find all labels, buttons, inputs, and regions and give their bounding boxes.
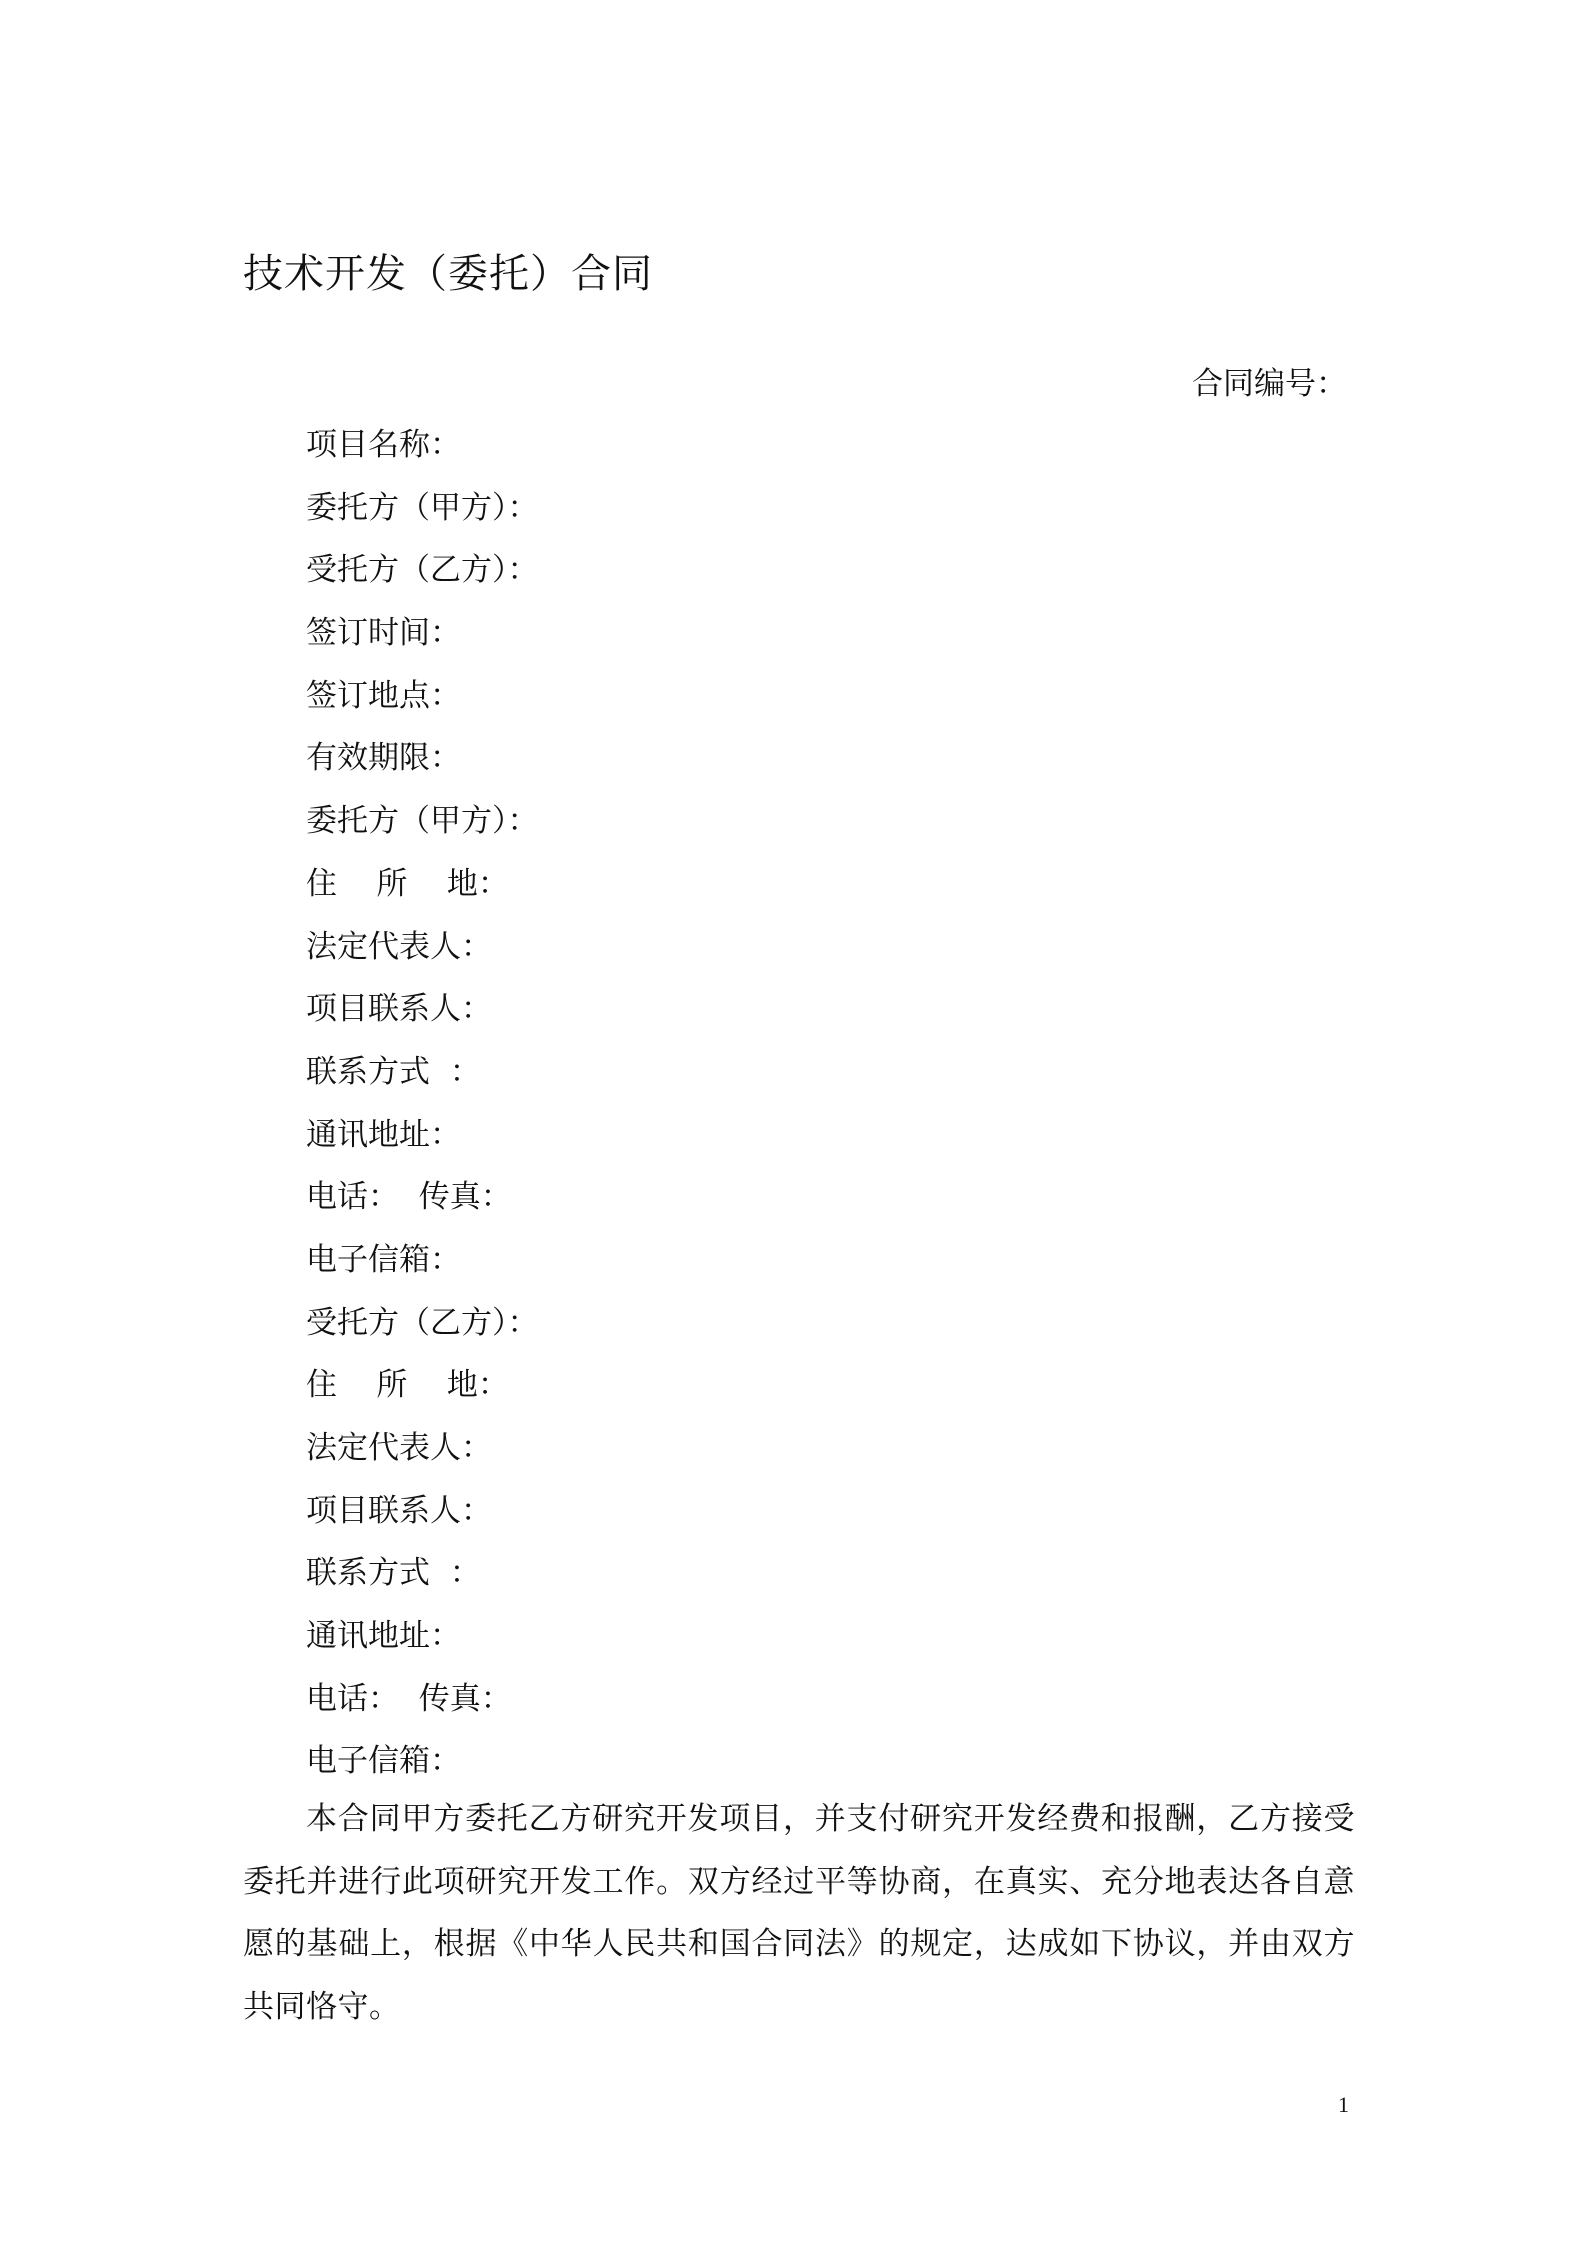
field-party-a-phone-fax: 电话： 传真： [306,1179,512,1216]
field-contractor-party-b: 受托方（乙方）： [306,552,539,589]
field-party-b-heading: 受托方（乙方）： [306,1304,539,1341]
field-party-b-project-contact: 项目联系人： [306,1492,492,1529]
document-title: 技术开发（委托）合同 [243,251,653,297]
contract-number-label: 合同编号： [1192,366,1347,402]
field-party-b-mailing-address: 通讯地址： [306,1618,461,1655]
field-party-a-contact-method: 联系方式 ： [306,1053,481,1090]
field-party-b-email: 电子信箱： [306,1743,461,1780]
field-party-a-address: 住 所 地： [306,865,509,902]
field-project-name: 项目名称： [306,427,461,463]
field-party-b-legal-rep: 法定代表人： [306,1430,492,1466]
page-number: 1 [1338,2092,1349,2117]
field-party-b-contact-method: 联系方式 ： [306,1555,481,1592]
field-signing-place: 签订地点： [306,677,461,714]
field-party-a-project-contact: 项目联系人： [306,991,492,1028]
contract-preamble-paragraph: 本合同甲方委托乙方研究开发项目，并支付研究开发经费和报酬，乙方接受委托并进行此项研究开发工作。双方经过平等协商，在真实、充分地表达各自意愿的基础上，根据《中华人民共和国合同法》的规定，达成如下协议，并由双方共同恪守。 [243,1801,1355,2026]
field-signing-time: 签订时间： [306,615,461,652]
field-client-party-a: 委托方（甲方）： [306,489,539,526]
field-party-a-heading: 委托方（甲方）： [306,803,539,840]
contract-fields-list [306,414,539,1793]
field-party-b-address: 住 所 地： [306,1367,509,1404]
field-validity-period: 有效期限： [306,740,461,777]
field-party-b-phone-fax: 电话： 传真： [306,1680,512,1717]
field-party-a-email: 电子信箱： [306,1241,461,1278]
field-party-a-mailing-address: 通讯地址： [306,1116,461,1153]
field-party-a-legal-rep: 法定代表人： [306,928,492,965]
